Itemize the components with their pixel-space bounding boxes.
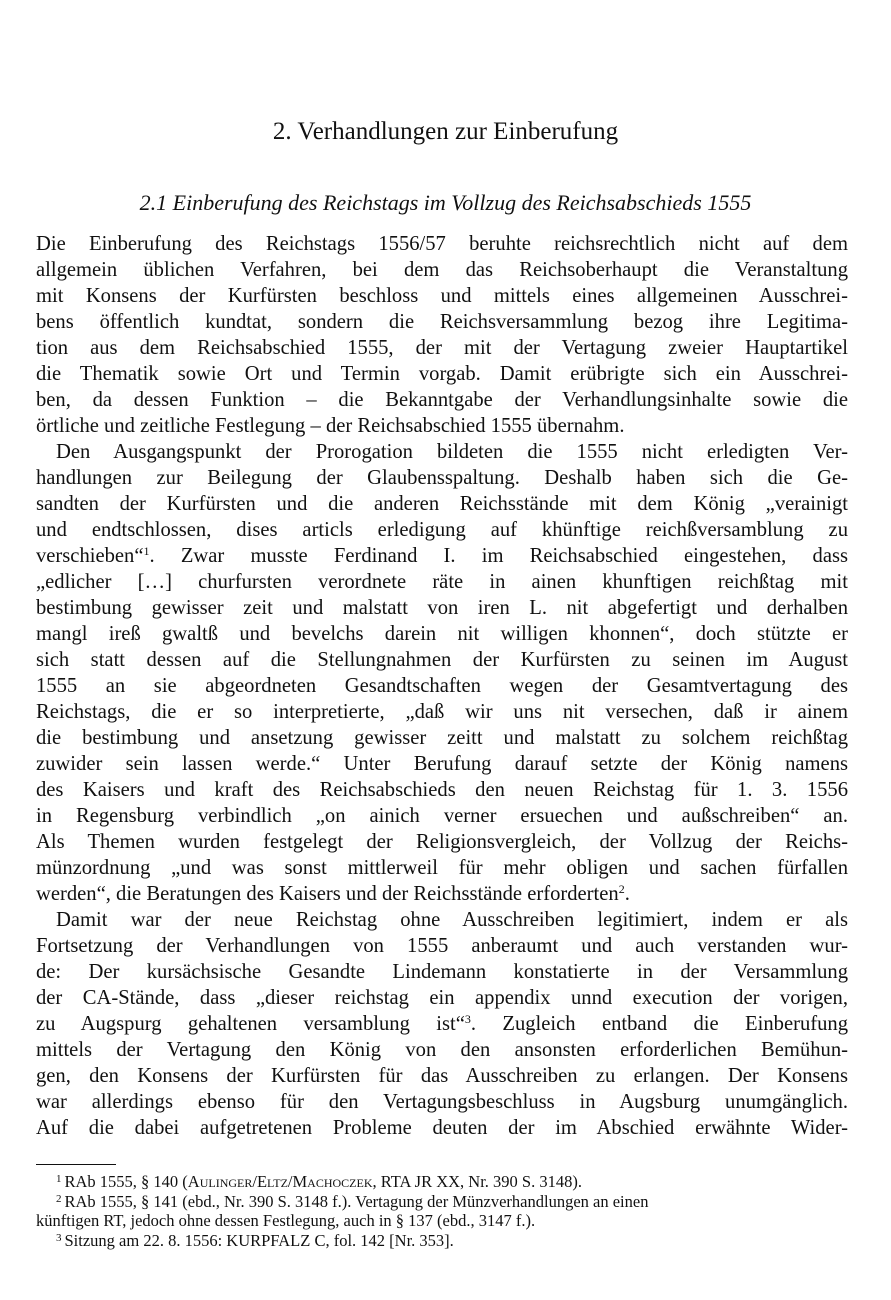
body-line: sandten der Kurfürsten und die anderen Reichsstände mit dem König „verainigt — [36, 493, 848, 515]
body-line: handlungen zur Beilegung der Glaubensspaltung. Deshalb haben sich die Ge- — [36, 467, 848, 489]
footnote-number: 3 — [56, 1231, 62, 1244]
footnote-line: $^2$ RAb 1555, § 141 (ebd., Nr. 390 S. 3148 f.). Vertagung der Münzverhandlungen an einen — [56, 1191, 649, 1211]
body-line: allgemein üblichen Verfahren, bei dem das Reichsoberhaupt die Veranstaltung — [36, 259, 848, 281]
body-line: mittels der Vertagung den König von den ansonsten erforderlichen Bemühun- — [36, 1039, 848, 1061]
body-line: Auf die dabei aufgetretenen Probleme deuten der im Abschied erwähnte Wider- — [36, 1117, 848, 1139]
author-names: Aulinger/Eltz/Machoczek — [187, 1172, 373, 1191]
body-line: tion aus dem Reichsabschied 1555, der mit der Vertagung zweier Hauptartikel — [36, 337, 848, 359]
body-line: „edlicher […] churfursten verordnete räte in ainen khunftigen reichßtag mit — [36, 571, 848, 593]
body-line: 1555 an sie abgeordneten Gesandtschaften wegen der Gesamtvertagung des — [36, 675, 848, 697]
body-line: zuwider sein lassen werde.“ Unter Berufung darauf setzte der König namens — [36, 753, 848, 775]
body-line: sich statt dessen auf die Stellungnahmen der Kurfürsten zu seinen im August — [36, 649, 848, 671]
footnote-line: künftigen RT, jedoch ohne dessen Festlegung, auch in § 137 (ebd., 3147 f.). — [36, 1211, 536, 1231]
footnote-ref[interactable]: 1 — [143, 544, 150, 558]
body-line: der CA-Stände, dass „dieser reichstag ein appendix unnd execution der vorigen, — [36, 987, 848, 1009]
body-line: bestimbung gewisser zeit und malstatt von iren L. nit abgefertigt und derhalben — [36, 597, 848, 619]
footnote-line: $^3$ Sitzung am 22. 8. 1556: KURPFALZ C, fol. 142 [Nr. 353]. — [56, 1230, 454, 1250]
body-line: die bestimbung und ansetzung gewisser zeitt und malstatt zu solchem reichßtag — [36, 727, 848, 749]
body-line: gen, den Konsens der Kurfürsten für das Ausschreiben zu erlangen. Der Konsens — [36, 1065, 848, 1087]
body-line: die Thematik sowie Ort und Termin vorgab. Damit erübrigte sich ein Ausschrei- — [36, 363, 848, 385]
body-line: Fortsetzung der Verhandlungen von 1555 anberaumt und auch verstanden wur- — [36, 935, 848, 957]
footnotes — [36, 1172, 848, 1250]
body-line: verschieben“$^1$. Zwar musste Ferdinand I. im Reichsabschied eingestehen, dass — [36, 544, 848, 567]
footnote-number: 1 — [56, 1173, 62, 1185]
body-line: in Regensburg verbindlich „on ainich verner ersuechen und außschreiben“ an. — [36, 805, 848, 827]
footnote-divider — [36, 1164, 116, 1165]
chapter-title: 2. Verhandlungen zur Einberufung — [272, 118, 619, 145]
body-line: werden“, die Beratungen des Kaisers und der Reichsstände erforderten$^2$. — [36, 882, 630, 905]
body-line: bens öffentlich kundtat, sondern die Reichsversammlung bezog ihre Legitima- — [36, 311, 848, 333]
body-line: Damit war der neue Reichstag ohne Ausschreiben legitimiert, indem er als — [56, 909, 848, 931]
body-text — [36, 231, 848, 1141]
body-line: de: Der kursächsische Gesandte Lindemann konstatierte in der Versammlung — [36, 961, 848, 983]
section-title: 2.1 Einberufung des Reichstags im Vollzug des Reichsabschieds 1555 — [139, 190, 752, 215]
body-line: war allerdings ebenso für den Vertagungsbeschluss in Augsburg unumgänglich. — [36, 1091, 848, 1113]
body-line: des Kaisers und kraft des Reichsabschieds den neuen Reichstag für 1. 3. 1556 — [36, 779, 848, 801]
footnote-line: $^1$ RAb 1555, § 140 (Aulinger/Eltz/Machoczek, RTA JR XX, Nr. 390 S. 3148). — [56, 1172, 582, 1191]
footnote-ref[interactable]: 3 — [464, 1012, 471, 1026]
body-line: und endtschlossen, dises articls erledigung auf khünftige reichßversamblung zu — [36, 519, 848, 541]
footnote-ref[interactable]: 2 — [618, 882, 625, 896]
footnote-number: 2 — [56, 1192, 62, 1205]
body-line: zu Augspurg gehaltenen versamblung ist“$^3$. Zugleich entband die Einberufung — [36, 1012, 848, 1035]
body-line: Reichstags, die er so interpretierte, „daß wir uns nit versechen, daß ir ainem — [36, 701, 848, 723]
body-line: Den Ausgangspunkt der Prorogation bildeten die 1555 nicht erledigten Ver- — [56, 441, 848, 463]
body-line: Die Einberufung des Reichstags 1556/57 beruhte reichsrechtlich nicht auf dem — [36, 233, 848, 255]
body-line: münzordnung „und was sonst mittlerweil für mehr obligen und sachen fürfallen — [36, 857, 848, 879]
body-line: mit Konsens der Kurfürsten beschloss und mittels eines allgemeinen Ausschrei- — [36, 285, 848, 307]
body-line: ben, da dessen Funktion – die Bekanntgabe der Verhandlungsinhalte sowie die — [36, 389, 848, 411]
body-line: örtliche und zeitliche Festlegung – der Reichsabschied 1555 übernahm. — [36, 415, 625, 437]
body-line: mangl ireß gwaltß und bevelchs darein nit willigen khonnen“, doch stützte er — [36, 623, 848, 645]
body-line: Als Themen wurden festgelegt der Religionsvergleich, der Vollzug der Reichs- — [36, 831, 848, 853]
